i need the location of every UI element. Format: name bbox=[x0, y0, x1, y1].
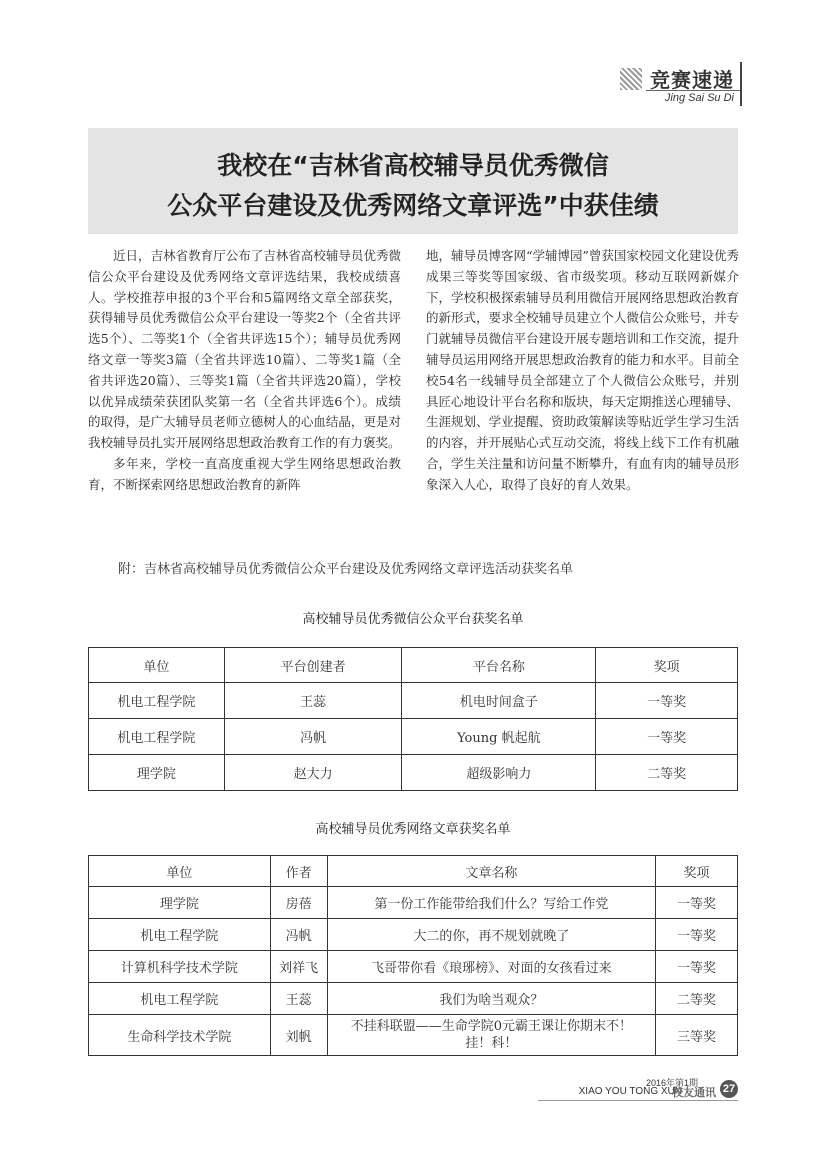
header-pattern-icon bbox=[620, 68, 642, 90]
table-cell: 理学院 bbox=[89, 755, 225, 791]
table-row bbox=[89, 951, 738, 983]
table-cell: 生命科学技术学院 bbox=[89, 1015, 271, 1056]
table-row bbox=[89, 683, 738, 719]
table-cell: 机电工程学院 bbox=[89, 919, 271, 951]
table-row bbox=[89, 887, 738, 919]
appendix-note: 附：吉林省高校辅导员优秀微信公众平台建设及优秀网络文章评选活动获奖名单 bbox=[118, 562, 574, 577]
table-cell: 计算机科学技术学院 bbox=[89, 951, 271, 983]
header-cell: 奖项 bbox=[656, 856, 738, 887]
paragraph-2: 多年来，学校一直高度重视大学生网络思想政治教育，不断探索网络思想政治教育的新阵 bbox=[88, 455, 401, 492]
paragraph-1: 近日，吉林省教育厅公布了吉林省高校辅导员优秀微信公众平台建设及优秀网络文章评选结果，我校成绩喜人。学校推荐申报的3个平台和5篇网络文章全部获奖，获得辅导员优秀微信公众平台建设一等奖2个（全省共评选5个）、二等奖1个（全省共评选15个）；辅导员优秀网络文章一等奖3篇（全省共评选10篇）、二等奖1篇（全省共评选20篇）、三等奖1篇（全省共评选20篇），学校以优异成绩荣获团队奖第一名（全省共评选6个）。成绩的取得，是广大辅导员老师立德树人的心血结晶，更是对我校辅导员扎实开展网络思想政治教育工作的有力褒奖。 bbox=[88, 248, 402, 451]
right-column bbox=[426, 246, 739, 496]
header-cell: 作者 bbox=[270, 856, 327, 887]
header-cell: 单位 bbox=[89, 856, 271, 887]
table2-caption: 高校辅导员优秀网络文章获奖名单 bbox=[315, 822, 511, 837]
table-cell: 一等奖 bbox=[656, 919, 738, 951]
paragraph-3: 地，辅导员博客网“学辅博园”曾获国家校园文化建设优秀成果三等奖等国家级、省市级奖项。移动互联网新媒介下，学校积极探索辅导员利用微信开展网络思想政治教育的新形式，要求全校辅导员建立个人微信公众账号，并专门就辅导员微信平台建设开展专题培训和工作交流，提升辅导员运用网络开展思想政治教育的能力和水平。目前全校54名一线辅导员全部建立了个人微信公众账号，并别具匠心地设计平台名称和版块，每天定期推送心理辅导、生涯规划、学业提醒、资助政策解读等贴近学生学习生活的内容，并开展贴心式互动交流，将线上线下工作有机融合，学生关注量和访问量不断攀升，有血有肉的辅导员形象深入人心，取得了良好的育人效果。 bbox=[426, 248, 739, 492]
article-awards-table bbox=[88, 855, 738, 1056]
table-cell: 冯帆 bbox=[224, 719, 402, 755]
table-cell: 一等奖 bbox=[656, 887, 738, 919]
table-cell: 大二的你，再不规划就晚了 bbox=[327, 919, 656, 951]
article-title-line2: 公众平台建设及优秀网络文章评选”中获佳绩 bbox=[167, 191, 659, 220]
table-cell: 机电时间盒子 bbox=[402, 683, 596, 719]
table-row bbox=[89, 1015, 738, 1056]
table-row bbox=[89, 719, 738, 755]
header-cell: 平台名称 bbox=[402, 648, 596, 683]
issue-label: 2016年第1期 bbox=[645, 1078, 698, 1088]
table-cell: 房蓓 bbox=[270, 887, 327, 919]
section-header bbox=[620, 62, 742, 106]
table-cell: 王蕊 bbox=[224, 683, 402, 719]
table-cell: 一等奖 bbox=[596, 683, 738, 719]
header-cell: 奖项 bbox=[596, 648, 738, 683]
header-cell: 平台创建者 bbox=[224, 648, 402, 683]
article-title-line1: 我校在“吉林省高校辅导员优秀微信 bbox=[217, 151, 609, 180]
magazine-name: XIAO YOU TONG XUN bbox=[578, 1086, 682, 1097]
table-cell: 飞哥带你看《琅琊榜》、对面的女孩看过来 bbox=[327, 951, 656, 983]
table-cell: 理学院 bbox=[89, 887, 271, 919]
table-cell: 赵大力 bbox=[224, 755, 402, 791]
table-cell: 机电工程学院 bbox=[89, 983, 271, 1015]
header-cell: 单位 bbox=[89, 648, 225, 683]
table-header-row bbox=[89, 648, 738, 683]
table-cell: 刘祥飞 bbox=[270, 951, 327, 983]
title-banner bbox=[88, 128, 738, 234]
table-cell: 王蕊 bbox=[270, 983, 327, 1015]
page-footer bbox=[538, 1076, 738, 1098]
table-cell: 三等奖 bbox=[656, 1015, 738, 1056]
table-cell: 超级影响力 bbox=[402, 755, 596, 791]
table-cell: Young 帆起航 bbox=[402, 719, 596, 755]
platform-awards-table bbox=[88, 647, 738, 791]
table-cell: 不挂科联盟——生命学院0元霸王课让你期末不！挂！科！ bbox=[327, 1015, 656, 1056]
table-cell: 二等奖 bbox=[596, 755, 738, 791]
table-cell: 第一份工作能带给我们什么？写给工作党 bbox=[327, 887, 656, 919]
table-row bbox=[89, 919, 738, 951]
page-number: 27 bbox=[720, 1080, 738, 1098]
table-cell: 我们为啥当观众？ bbox=[327, 983, 656, 1015]
magazine-brand: 校友通讯 bbox=[672, 1086, 716, 1099]
table-cell: 一等奖 bbox=[596, 719, 738, 755]
table-cell: 冯帆 bbox=[270, 919, 327, 951]
table1-caption: 高校辅导员优秀微信公众平台获奖名单 bbox=[302, 612, 524, 627]
table-cell: 机电工程学院 bbox=[89, 683, 225, 719]
table-row bbox=[89, 755, 738, 791]
table-cell: 机电工程学院 bbox=[89, 719, 225, 755]
left-column bbox=[88, 246, 401, 496]
header-cell: 文章名称 bbox=[327, 856, 656, 887]
table-header-row bbox=[89, 856, 738, 887]
section-title: 竞赛速递 bbox=[650, 68, 734, 92]
table-row bbox=[89, 983, 738, 1015]
table-cell: 二等奖 bbox=[656, 983, 738, 1015]
table-cell: 刘帆 bbox=[270, 1015, 327, 1056]
header-divider bbox=[740, 62, 742, 106]
section-subtitle: Jing Sai Su Di bbox=[664, 92, 734, 104]
footer-rule bbox=[538, 1100, 738, 1101]
table-cell: 一等奖 bbox=[656, 951, 738, 983]
